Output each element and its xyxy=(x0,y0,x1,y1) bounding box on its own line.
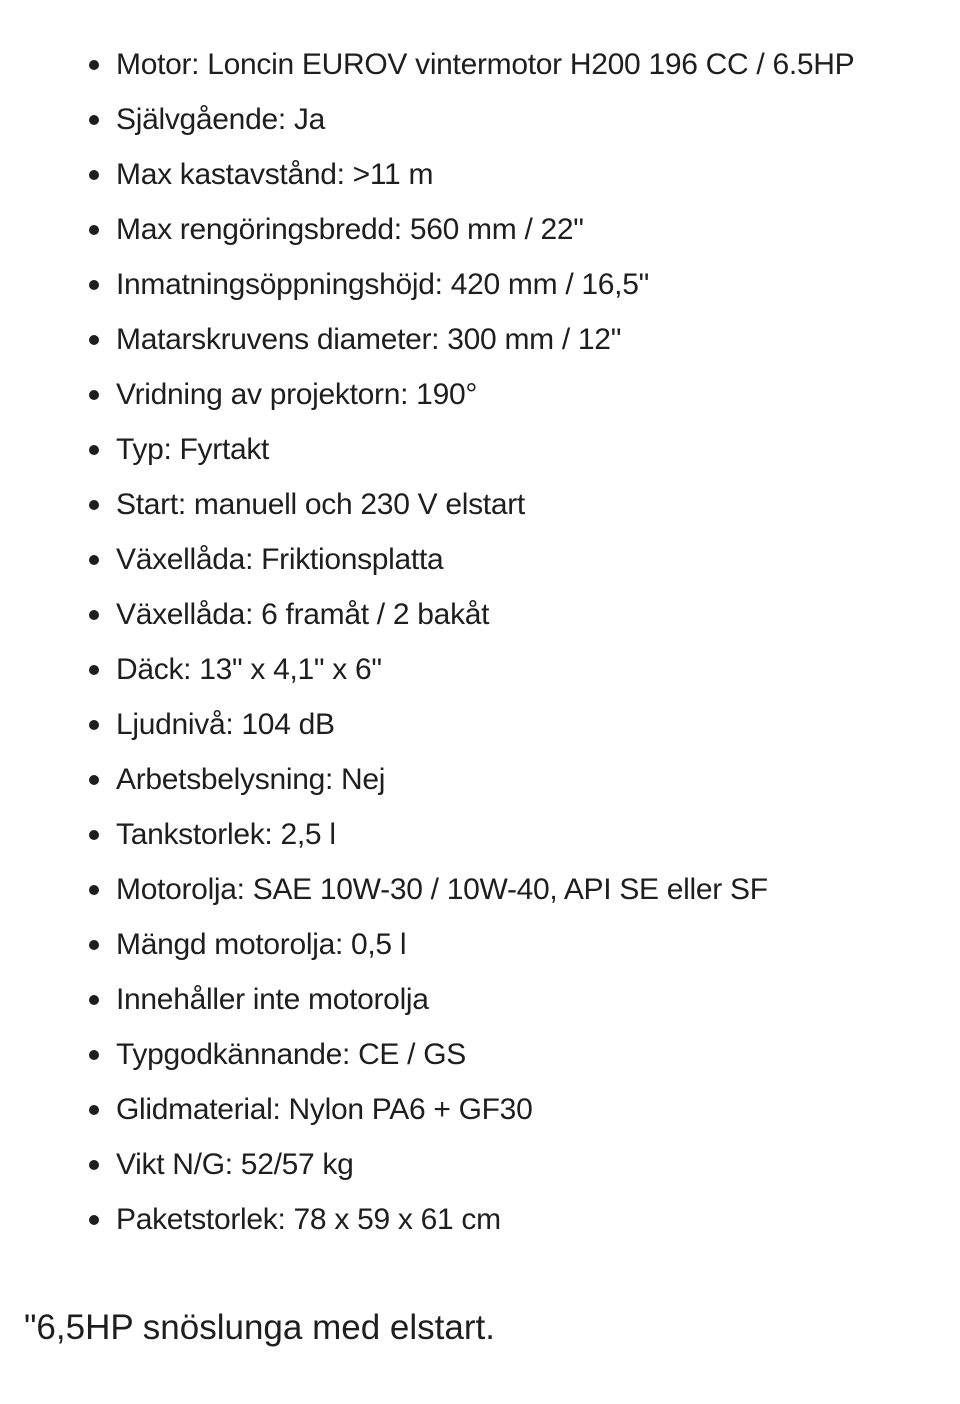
spec-text: Max rengöringsbredd: 560 mm / 22" xyxy=(116,213,584,246)
spec-item xyxy=(0,642,960,697)
spec-text: Växellåda: 6 framåt / 2 bakåt xyxy=(116,598,490,631)
spec-item xyxy=(0,917,960,972)
spec-item xyxy=(0,1027,960,1082)
spec-text: Max kastavstånd: >11 m xyxy=(116,158,434,191)
quote-text: "6,5HP snöslunga med elstart. xyxy=(24,1308,495,1347)
spec-item xyxy=(0,92,960,147)
spec-item xyxy=(0,697,960,752)
spec-text: Typgodkännande: CE / GS xyxy=(116,1038,466,1071)
spec-list xyxy=(0,37,960,1247)
spec-item xyxy=(0,202,960,257)
bullet-icon xyxy=(89,390,99,400)
bullet-icon xyxy=(89,830,99,840)
bullet-icon xyxy=(89,720,99,730)
bullet-icon xyxy=(89,1105,99,1115)
spec-text: Innehåller inte motorolja xyxy=(116,983,429,1016)
spec-item xyxy=(0,147,960,202)
spec-item xyxy=(0,752,960,807)
bullet-icon xyxy=(89,1215,99,1225)
spec-item xyxy=(0,367,960,422)
spec-text: Vridning av projektorn: 190° xyxy=(116,378,478,411)
spec-item xyxy=(0,587,960,642)
spec-item xyxy=(0,312,960,367)
spec-item xyxy=(0,422,960,477)
spec-text: Tankstorlek: 2,5 l xyxy=(116,818,336,851)
bullet-icon xyxy=(89,555,99,565)
spec-text: Däck: 13" x 4,1" x 6" xyxy=(116,653,382,686)
bullet-icon xyxy=(89,225,99,235)
spec-text: Växellåda: Friktionsplatta xyxy=(116,543,444,576)
bullet-icon xyxy=(89,445,99,455)
bullet-icon xyxy=(89,610,99,620)
bullet-icon xyxy=(89,940,99,950)
spec-item xyxy=(0,37,960,92)
spec-text: Arbetsbelysning: Nej xyxy=(116,763,386,796)
spec-item xyxy=(0,1192,960,1247)
bullet-icon xyxy=(89,500,99,510)
spec-item xyxy=(0,532,960,587)
spec-item xyxy=(0,972,960,1027)
bullet-icon xyxy=(89,1160,99,1170)
spec-text: Glidmaterial: Nylon PA6 + GF30 xyxy=(116,1093,533,1126)
spec-text: Motorolja: SAE 10W-30 / 10W-40, API SE eller SF xyxy=(116,873,768,906)
bullet-icon xyxy=(89,995,99,1005)
spec-item xyxy=(0,862,960,917)
bullet-icon xyxy=(89,115,99,125)
spec-text: Matarskruvens diameter: 300 mm / 12" xyxy=(116,323,622,356)
spec-item xyxy=(0,477,960,532)
bullet-icon xyxy=(89,885,99,895)
spec-text: Paketstorlek: 78 x 59 x 61 cm xyxy=(116,1203,501,1236)
bullet-icon xyxy=(89,60,99,70)
bullet-icon xyxy=(89,1050,99,1060)
bullet-icon xyxy=(89,775,99,785)
spec-text: Ljudnivå: 104 dB xyxy=(116,708,335,741)
bullet-icon xyxy=(89,665,99,675)
spec-item xyxy=(0,257,960,312)
spec-text: Vikt N/G: 52/57 kg xyxy=(116,1148,354,1181)
bullet-icon xyxy=(89,280,99,290)
spec-text: Självgående: Ja xyxy=(116,103,325,136)
spec-item xyxy=(0,1082,960,1137)
bullet-icon xyxy=(89,170,99,180)
spec-text: Motor: Loncin EUROV vintermotor H200 196 CC / 6.5HP xyxy=(116,48,855,81)
spec-text: Start: manuell och 230 V elstart xyxy=(116,488,525,521)
bullet-icon xyxy=(89,335,99,345)
spec-item xyxy=(0,1137,960,1192)
spec-text: Mängd motorolja: 0,5 l xyxy=(116,928,407,961)
spec-text: Typ: Fyrtakt xyxy=(116,433,270,466)
spec-text: Inmatningsöppningshöjd: 420 mm / 16,5" xyxy=(116,268,649,301)
spec-item xyxy=(0,807,960,862)
